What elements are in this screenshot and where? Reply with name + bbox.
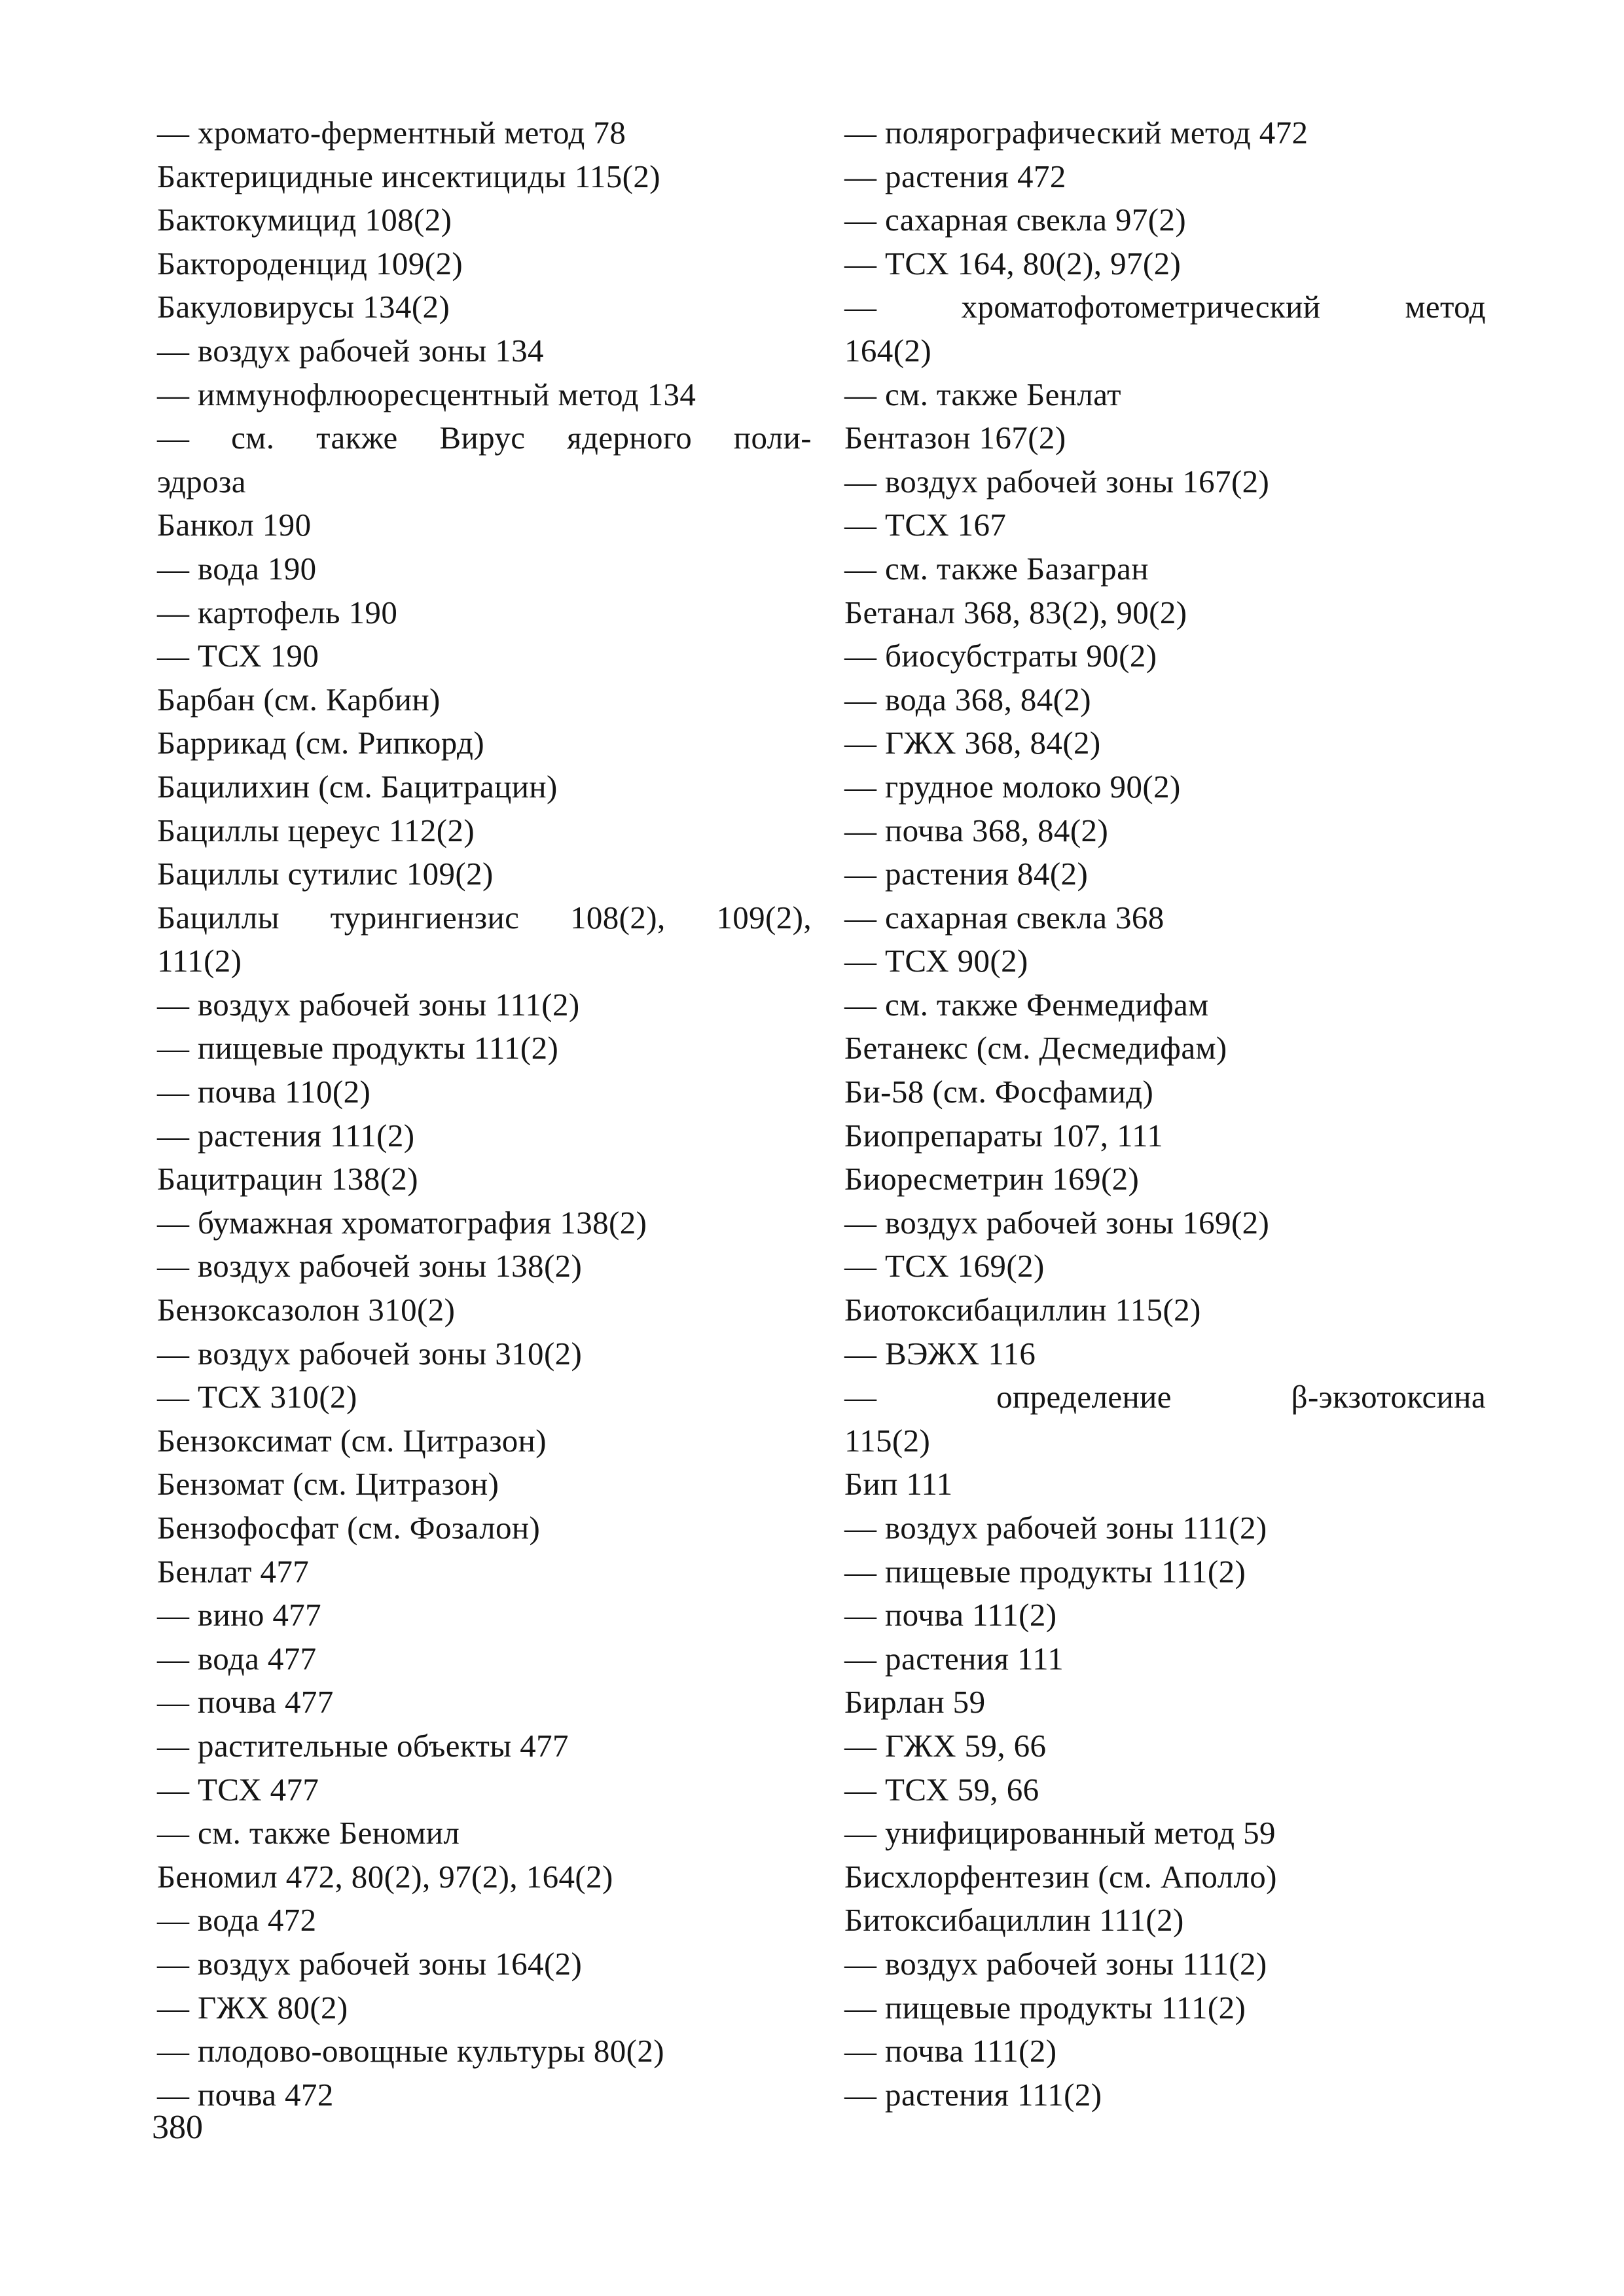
index-entry: Бензоксазолон 310(2) bbox=[157, 1292, 456, 1328]
index-entry: 111(2) bbox=[157, 943, 242, 979]
index-entry: — воздух рабочей зоны 111(2) bbox=[844, 1945, 1267, 1982]
index-entry: Баррикад (см. Рипкорд) bbox=[157, 725, 485, 761]
index-entry: — полярографический метод 472 bbox=[844, 115, 1308, 151]
index-entry: — плодово-овощные культуры 80(2) bbox=[157, 2033, 665, 2069]
index-entry: — ТСХ 477 bbox=[157, 1771, 319, 1808]
index-entry: — почва 477 bbox=[157, 1684, 334, 1721]
index-entry: Бациллы турингиензис 108(2), 109(2), bbox=[157, 899, 812, 936]
index-entry: — биосубстраты 90(2) bbox=[844, 638, 1157, 674]
index-entry: — вода 368, 84(2) bbox=[844, 681, 1092, 718]
index-entry: Би-58 (см. Фосфамид) bbox=[844, 1074, 1154, 1110]
index-entry: — растения 111 bbox=[844, 1640, 1064, 1677]
index-entry: — см. также Бенлат bbox=[844, 376, 1121, 412]
index-entry: Бензофосфат (см. Фозалон) bbox=[157, 1510, 541, 1546]
index-entry: — вода 472 bbox=[157, 1902, 317, 1939]
index-entry: — ТСХ 59, 66 bbox=[844, 1771, 1039, 1808]
index-entry: — воздух рабочей зоны 167(2) bbox=[844, 463, 1270, 500]
index-entry: эдроза bbox=[157, 463, 246, 500]
index-entry: Барбан (см. Карбин) bbox=[157, 681, 441, 718]
index-entry: — воздух рабочей зоны 138(2) bbox=[157, 1248, 583, 1285]
index-entry: — ГЖХ 59, 66 bbox=[844, 1727, 1047, 1764]
index-entry: — вино 477 bbox=[157, 1597, 322, 1633]
index-entry: — растения 84(2) bbox=[844, 856, 1089, 892]
index-entry: — см. также Фенмедифам bbox=[844, 986, 1209, 1023]
index-entry: — растения 111(2) bbox=[844, 2076, 1102, 2113]
index-entry: Бензомат (см. Цитразон) bbox=[157, 1466, 499, 1503]
index-entry: — ТСХ 169(2) bbox=[844, 1248, 1045, 1285]
index-entry: — унифицированный метод 59 bbox=[844, 1815, 1276, 1851]
index-entry: — определение β-экзотоксина bbox=[844, 1379, 1486, 1415]
index-entry: — ТСХ 90(2) bbox=[844, 943, 1028, 979]
index-entry: Бензоксимат (см. Цитразон) bbox=[157, 1422, 547, 1459]
index-entry: Бактороденцид 109(2) bbox=[157, 245, 463, 282]
index-entry: — ТСХ 310(2) bbox=[157, 1379, 357, 1415]
index-entry: — почва 111(2) bbox=[844, 1597, 1057, 1633]
index-entry: — ТСХ 167 bbox=[844, 507, 1007, 543]
index-entry: — воздух рабочей зоны 169(2) bbox=[844, 1204, 1270, 1241]
index-entry: Биотоксибациллин 115(2) bbox=[844, 1292, 1201, 1328]
index-entry: — иммунофлюоресцентный метод 134 bbox=[157, 376, 696, 412]
index-entry: — почва 111(2) bbox=[844, 2033, 1057, 2069]
index-entry: Бисхлорфентезин (см. Аполло) bbox=[844, 1858, 1277, 1895]
index-entry: — почва 368, 84(2) bbox=[844, 812, 1109, 848]
index-entry: — почва 472 bbox=[157, 2076, 334, 2113]
index-entry: Битоксибациллин 111(2) bbox=[844, 1902, 1184, 1939]
index-entry: Бетанекс (см. Десмедифам) bbox=[844, 1030, 1227, 1066]
index-entry: — вода 190 bbox=[157, 550, 317, 587]
index-entry: Бациллы сутилис 109(2) bbox=[157, 856, 494, 892]
index-entry: 164(2) bbox=[844, 332, 932, 369]
index-entry: — сахарная свекла 97(2) bbox=[844, 202, 1187, 238]
index-entry: Беномил 472, 80(2), 97(2), 164(2) bbox=[157, 1858, 613, 1895]
page-number: 380 bbox=[152, 2109, 203, 2146]
index-entry: — пищевые продукты 111(2) bbox=[844, 1553, 1246, 1590]
index-entry: — пищевые продукты 111(2) bbox=[844, 1989, 1246, 2026]
index-entry: — см. также Беномил bbox=[157, 1815, 460, 1851]
index-entry: Бацилихин (см. Бацитрацин) bbox=[157, 768, 558, 805]
index-entry: Банкол 190 bbox=[157, 507, 312, 543]
index-entry: — воздух рабочей зоны 111(2) bbox=[157, 986, 580, 1023]
index-entry: Бацитрацин 138(2) bbox=[157, 1161, 418, 1197]
index-entry: — воздух рабочей зоны 111(2) bbox=[844, 1510, 1267, 1546]
index-entry: — растения 472 bbox=[844, 158, 1066, 194]
index-left-column bbox=[157, 111, 812, 2117]
index-entry: Бирлан 59 bbox=[844, 1684, 986, 1721]
index-entry: — ГЖХ 368, 84(2) bbox=[844, 725, 1101, 761]
index-entry: — вода 477 bbox=[157, 1640, 317, 1677]
index-entry: — пищевые продукты 111(2) bbox=[157, 1030, 559, 1066]
index-entry: — воздух рабочей зоны 134 bbox=[157, 332, 544, 369]
index-entry: 115(2) bbox=[844, 1422, 931, 1459]
index-entry: — ВЭЖХ 116 bbox=[844, 1335, 1036, 1372]
index-entry: — почва 110(2) bbox=[157, 1074, 371, 1110]
index-right-column bbox=[844, 111, 1486, 2117]
index-entry: Бакуловирусы 134(2) bbox=[157, 289, 450, 325]
index-entry: — сахарная свекла 368 bbox=[844, 899, 1164, 936]
index-entry: — хромато-ферментный метод 78 bbox=[157, 115, 626, 151]
index-entry: — растения 111(2) bbox=[157, 1117, 415, 1154]
index-entry: Биопрепараты 107, 111 bbox=[844, 1117, 1164, 1154]
index-entry: — грудное молоко 90(2) bbox=[844, 768, 1181, 805]
index-entry: Бетанал 368, 83(2), 90(2) bbox=[844, 594, 1187, 630]
index-entry: Бип 111 bbox=[844, 1466, 953, 1503]
index-entry: — воздух рабочей зоны 310(2) bbox=[157, 1335, 583, 1372]
index-entry: — картофель 190 bbox=[157, 594, 398, 630]
index-entry: — см. также Базагран bbox=[844, 550, 1149, 587]
index-entry: — растительные объекты 477 bbox=[157, 1727, 569, 1764]
index-entry: Бактокумицид 108(2) bbox=[157, 202, 452, 238]
index-entry: Бациллы цереус 112(2) bbox=[157, 812, 475, 848]
index-entry: Биоресметрин 169(2) bbox=[844, 1161, 1140, 1197]
index-entry: Бентазон 167(2) bbox=[844, 420, 1066, 456]
index-entry: — ТСХ 164, 80(2), 97(2) bbox=[844, 245, 1182, 282]
index-entry: Бактерицидные инсектициды 115(2) bbox=[157, 158, 660, 194]
index-entry: — ТСХ 190 bbox=[157, 638, 319, 674]
index-entry: — см. также Вирус ядерного поли- bbox=[157, 420, 812, 456]
index-entry: — бумажная хроматография 138(2) bbox=[157, 1204, 647, 1241]
index-entry: — ГЖХ 80(2) bbox=[157, 1989, 348, 2026]
index-entry: — хроматофотометрический метод bbox=[844, 289, 1486, 325]
index-entry: — воздух рабочей зоны 164(2) bbox=[157, 1945, 583, 1982]
index-entry: Бенлат 477 bbox=[157, 1553, 310, 1590]
